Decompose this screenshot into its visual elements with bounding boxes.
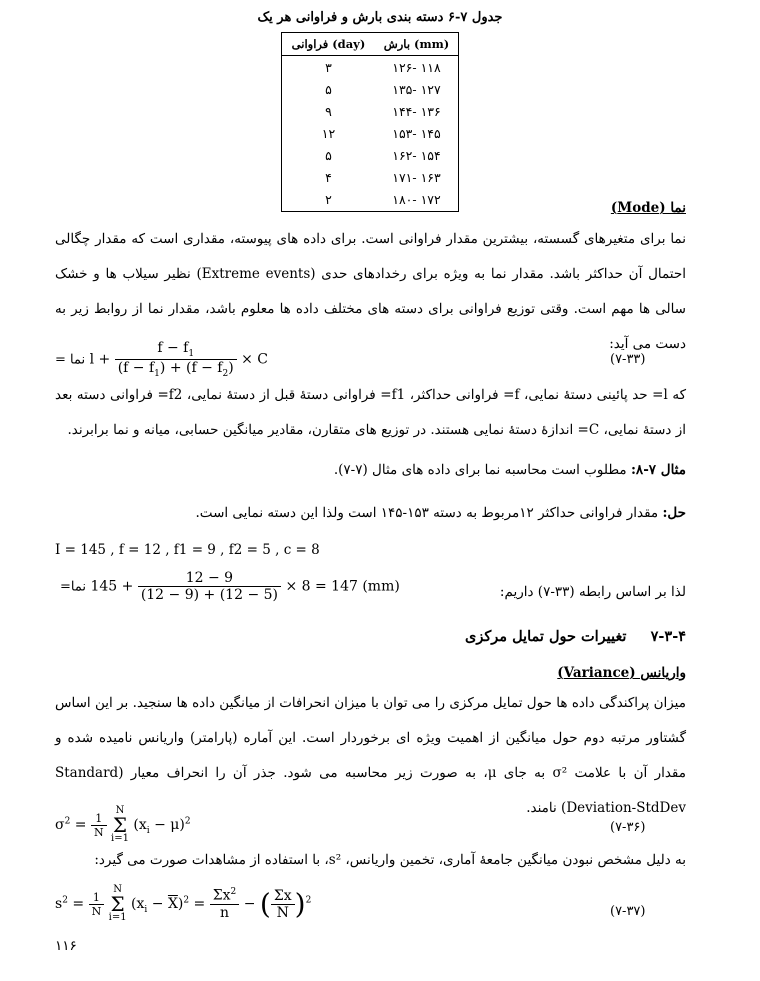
table-row — [282, 100, 459, 122]
frequency-cell: ۵ — [282, 144, 375, 166]
population-variance-equation: $\sigma^2$ = $\frac{1}{N}$ N Σ i=1 $(x_i - \mu)^2$ — [55, 805, 191, 844]
equation-number-36: (۷-۳۶) — [610, 820, 646, 835]
section-title: تغییرات حول تمایل مرکزی — [465, 628, 627, 645]
frequency-cell: ۲ — [282, 188, 375, 212]
variance-paragraph: میزان پراکندگی داده ها حول تمایل مرکزی را می توان با میزان انحرافات از میانگین داده ها سنجید. بر این اساس گشتاور مرتبه دوم حول میانگین از اهمیت ویژه ای برخوردار است. این آماره (پارامتر) واریانس نامیده شده و مقدار آن با علامت σ² به جای μ، به صورت زیر محاسبه می شود. جذر آن را انحراف معیار (Standard Deviation-StdDev) نامند. — [55, 695, 686, 816]
example-label: مثال ۷-۸: — [630, 462, 686, 478]
frequency-cell: ۴ — [282, 166, 375, 188]
frequency-cell: ۵ — [282, 78, 375, 100]
calc-label: نما= — [60, 579, 86, 595]
table-row — [282, 122, 459, 144]
example-line — [334, 462, 686, 478]
frequency-table — [281, 32, 459, 212]
frequency-cell: ۱۲ — [282, 122, 375, 144]
example-text: مطلوب است محاسبه نما برای داده های مثال (۷-۷). — [333, 462, 627, 478]
mode-paragraph: نما برای متغیرهای گسسته، بیشترین مقدار فراوانی است. برای داده های پیوسته، مقداری است که مقدار چگالی احتمال آن حداکثر باشد. مقدار نما به ویژه برای رخدادهای حدی (Extreme events) نظیر سیلاب ها و خشک سالی ها مهم است. وقتی توزیع فراوانی برای دسته های مختلف داده ها معلوم باشد، مقدار نما از روابط زیر به دست می آید: — [55, 231, 686, 352]
column-header-rainfall: بارش (mm) — [375, 33, 459, 56]
based-on-text: لذا بر اساس رابطه (۳۳-۷) داریم: — [499, 584, 686, 600]
given-values: I = 145 , f = 12 , f1 = 9 , f2 = 5 , c = 8 — [55, 542, 320, 558]
rainfall-cell: ۱۷۱- ۱۶۳ — [392, 169, 441, 185]
frequency-cell: ۳ — [282, 56, 375, 79]
frequency-cell: ۹ — [282, 100, 375, 122]
table-row — [282, 188, 459, 212]
table-row — [282, 144, 459, 166]
table-row — [282, 166, 459, 188]
section-number: ۷-۳-۴ — [650, 628, 686, 645]
sample-variance-text: به دلیل مشخص نبودن میانگین جامعهٔ آماری، تخمین واریانس، s²، با استفاده از مشاهدات صورت می گیرد: — [94, 852, 686, 868]
rainfall-cell: ۱۳۵- ۱۲۷ — [392, 81, 441, 97]
mode-equation: نما = l + $\frac{f - f_1}{(f - f_1) + (f - f_2)}$ × C — [55, 340, 269, 379]
mode-definitions: که l= حد پائینی دستهٔ نمایی، f= فراوانی حداکثر، f1= فراوانی دستهٔ قبل از دستهٔ نمایی، f2= فراوانی دسته بعد از دستهٔ نمایی، C= اندازهٔ دستهٔ نمایی هستند. در توزیع های متقارن، مقادیر میانگین حسابی، میانه و نما برابرند. — [55, 387, 686, 438]
equation-number-37: (۷-۳۷) — [610, 904, 646, 919]
column-header-frequency: فراوانی (day) — [282, 33, 375, 56]
solution-line — [196, 505, 686, 521]
calc-result: × 8 = 147 (mm) — [285, 578, 400, 595]
solution-text: مقدار فراوانی حداکثر ۱۲مربوط به دسته ۱۵۳-۱۴۵ است ولذا این دسته نمایی است. — [195, 505, 659, 521]
variance-heading: واریانس (Variance) — [557, 665, 686, 681]
mode-equation-label: نما = — [55, 352, 86, 368]
mode-heading: نما (Mode) — [610, 200, 686, 216]
rainfall-cell: ۱۵۳- ۱۴۵ — [392, 125, 441, 141]
equation-number-33: (۷-۳۳) — [610, 352, 646, 367]
sample-variance-equation: $s^2$ = $\frac{1}{N}$ N Σ i=1 $(x_i - \overline{X})^2$ = $\frac{\Sigma x^2}{n}$ − ( $\frac{\Sigma x}{N}$ )$^2$ — [55, 884, 312, 923]
rainfall-cell: ۱۲۶- ۱۱۸ — [392, 59, 441, 75]
page-number: ۱۱۶ — [55, 938, 77, 954]
mode-calculation: نما= 145 + $\frac{12 - 9}{(12 - 9) + (12 - 5)}$ × 8 = 147 (mm) — [60, 570, 400, 603]
table-row — [282, 78, 459, 100]
table-caption: جدول ۷-۶ دسته بندی بارش و فراوانی هر یک — [257, 10, 503, 25]
table-row — [282, 56, 459, 79]
solution-label: حل: — [662, 505, 686, 521]
section-heading — [465, 628, 686, 645]
rainfall-cell: ۱۸۰- ۱۷۲ — [392, 191, 441, 207]
rainfall-cell: ۱۴۴- ۱۳۶ — [392, 103, 441, 119]
rainfall-cell: ۱۶۲- ۱۵۴ — [392, 147, 441, 163]
